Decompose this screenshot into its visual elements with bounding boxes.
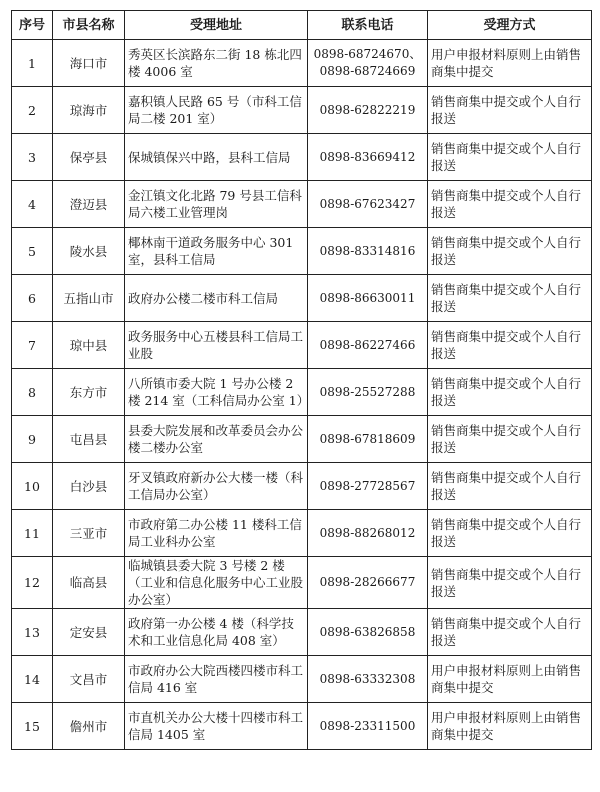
row-index: 13 [12,609,53,656]
row-address: 牙叉镇政府新办公大楼一楼（科工信局办公室） [125,463,308,510]
row-index: 12 [12,557,53,609]
row-city: 海口市 [53,40,125,87]
row-address: 县委大院发展和改革委员会办公楼二楼办公室 [125,416,308,463]
row-method: 销售商集中提交或个人自行报送 [428,463,592,510]
row-index: 5 [12,228,53,275]
row-index: 8 [12,369,53,416]
row-index: 10 [12,463,53,510]
table-row [12,557,592,609]
row-city: 临高县 [53,557,125,609]
table-row [12,609,592,656]
row-address: 市政府第二办公楼 11 楼科工信局工业科办公室 [125,510,308,557]
row-address: 金江镇文化北路 79 号县工信科局六楼工业管理岗 [125,181,308,228]
row-method: 销售商集中提交或个人自行报送 [428,416,592,463]
row-index: 3 [12,134,53,181]
table-row [12,510,592,557]
table-row [12,369,592,416]
row-city: 琼海市 [53,87,125,134]
row-index: 14 [12,656,53,703]
table-row [12,656,592,703]
row-method: 销售商集中提交或个人自行报送 [428,510,592,557]
row-method: 用户申报材料原则上由销售商集中提交 [428,703,592,750]
table-row [12,322,592,369]
row-city: 澄迈县 [53,181,125,228]
table-row [12,228,592,275]
row-method: 销售商集中提交或个人自行报送 [428,181,592,228]
row-address: 保城镇保兴中路，县科工信局 [125,134,308,181]
row-method: 销售商集中提交或个人自行报送 [428,322,592,369]
header-city: 市县名称 [53,11,125,40]
row-city: 东方市 [53,369,125,416]
row-city: 三亚市 [53,510,125,557]
table-row [12,40,592,87]
row-index: 2 [12,87,53,134]
header-index: 序号 [12,11,53,40]
row-phone: 0898-83669412 [308,134,428,181]
row-method: 用户申报材料原则上由销售商集中提交 [428,40,592,87]
row-index: 9 [12,416,53,463]
table-row [12,703,592,750]
acceptance-table [11,10,592,750]
row-method: 销售商集中提交或个人自行报送 [428,609,592,656]
row-index: 11 [12,510,53,557]
row-phone: 0898-83314816 [308,228,428,275]
row-phone: 0898-63826858 [308,609,428,656]
row-phone: 0898-27728567 [308,463,428,510]
row-address: 政府办公楼二楼市科工信局 [125,275,308,322]
row-city: 陵水县 [53,228,125,275]
row-city: 屯昌县 [53,416,125,463]
row-phone: 0898-67623427 [308,181,428,228]
table-row [12,416,592,463]
row-address: 政务服务中心五楼县科工信局工业股 [125,322,308,369]
header-phone: 联系电话 [308,11,428,40]
table-row [12,87,592,134]
row-city: 定安县 [53,609,125,656]
row-city: 保亭县 [53,134,125,181]
row-phone: 0898-67818609 [308,416,428,463]
row-phone: 0898-62822219 [308,87,428,134]
row-method: 销售商集中提交或个人自行报送 [428,275,592,322]
row-city: 白沙县 [53,463,125,510]
table-header-row [12,11,592,40]
row-index: 7 [12,322,53,369]
row-method: 销售商集中提交或个人自行报送 [428,134,592,181]
row-city: 五指山市 [53,275,125,322]
row-phone: 0898-86630011 [308,275,428,322]
row-phone: 0898-88268012 [308,510,428,557]
table-row [12,275,592,322]
row-city: 文昌市 [53,656,125,703]
row-phone: 0898-25527288 [308,369,428,416]
row-city: 儋州市 [53,703,125,750]
row-address: 政府第一办公楼 4 楼（科学技术和工业信息化局 408 室） [125,609,308,656]
row-index: 4 [12,181,53,228]
row-address: 秀英区长滨路东二街 18 栋北四楼 4006 室 [125,40,308,87]
row-phone: 0898-68724670、 0898-68724669 [308,40,428,87]
row-index: 15 [12,703,53,750]
row-method: 销售商集中提交或个人自行报送 [428,369,592,416]
row-address: 市直机关办公大楼十四楼市科工信局 1405 室 [125,703,308,750]
row-address: 八所镇市委大院 1 号办公楼 2 楼 214 室（工科信局办公室 1） [125,369,308,416]
header-method: 受理方式 [428,11,592,40]
row-city: 琼中县 [53,322,125,369]
row-phone: 0898-23311500 [308,703,428,750]
table-row [12,134,592,181]
row-phone: 0898-28266677 [308,557,428,609]
row-address: 椰林南干道政务服务中心 301 室，县科工信局 [125,228,308,275]
row-method: 销售商集中提交或个人自行报送 [428,228,592,275]
row-address: 市政府办公大院西楼四楼市科工信局 416 室 [125,656,308,703]
table-row [12,463,592,510]
table-row [12,181,592,228]
header-address: 受理地址 [125,11,308,40]
row-method: 用户申报材料原则上由销售商集中提交 [428,656,592,703]
row-phone: 0898-63332308 [308,656,428,703]
row-index: 1 [12,40,53,87]
row-address: 临城镇县委大院 3 号楼 2 楼（工业和信息化服务中心工业股办公室） [125,557,308,609]
row-index: 6 [12,275,53,322]
row-address: 嘉积镇人民路 65 号（市科工信局二楼 201 室） [125,87,308,134]
row-method: 销售商集中提交或个人自行报送 [428,87,592,134]
row-method: 销售商集中提交或个人自行报送 [428,557,592,609]
row-phone: 0898-86227466 [308,322,428,369]
